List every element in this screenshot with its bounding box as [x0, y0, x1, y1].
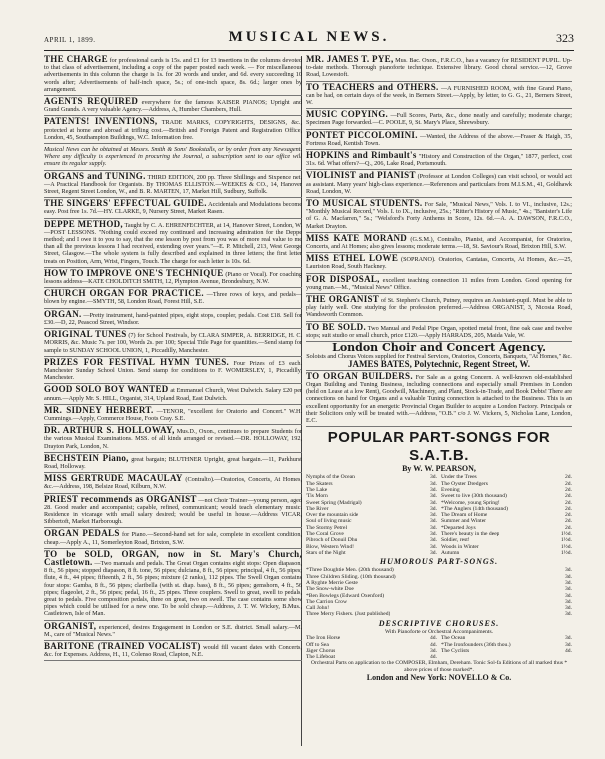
advertisement-text: —A FURNISHED ROOM, with fine Grand Piano, can be had, on certain days of the week, in Berners Street.—Apply, by letter, to G. G., 21, Berners Street, W.	[306, 84, 573, 107]
song-price: 3d.	[565, 605, 572, 612]
advertisement	[44, 200, 302, 218]
advertisement-text: everywhere for the famous KAISER PIANOS; Upright and Grand Grands. A very valuable Agency.—Address, A, Humber Chambers, Hull.	[44, 99, 302, 114]
advertisement-heading: BECHSTEIN Piano,	[44, 452, 129, 463]
choir-agency-text: Soloists and Chorus Voices supplied for Festival Services, Oratorios, Concerts, Banquets, "At Homes," &c.	[306, 353, 572, 361]
advertisement-text: would fill vacant dates with Concerts, &c. for Expenses. Address, H., 11, Colenso Road, Clapton, N.E.	[44, 644, 302, 659]
advertisement-text: —TENOR, "excellent for Oratorio and Concert." W.H. Cummings.—Apply, Commerce House, Foots Cray. S.E.	[44, 407, 302, 422]
advertisement	[306, 321, 573, 342]
song-title: The Oyster Dredgers	[441, 480, 488, 487]
song-title: The Dream of Home	[441, 512, 488, 519]
song-title: Sweet Spring (Madrigal)	[306, 499, 362, 506]
song-title: Over the mountain side	[306, 512, 359, 519]
advertisement-text: (Contralto).—Oratorios, Concerts, At Homes, &c.—Address, 198, Belsize Road, Kilburn, N.W.	[44, 476, 303, 491]
song-price: 4d.	[565, 647, 572, 654]
advertisement	[44, 548, 302, 621]
song-price: 3d.	[430, 505, 437, 512]
advertisement	[306, 111, 572, 129]
advertisement-text: Taught by C. A. EHRENFECHTER, at 14, Hanover Street, London, W.—POST LESSONS. "Nothing could exceed my continued and increasing admiration for the Deppe method; and I owe it to you to say, that the one lesson by post from you was of more real value to me than all the previous lessons I had received, extending over years."—E. P. Mitchell, 213, West George Street, Glasgow.—The whole system is fully described and explained in three letters; the first letter treats on Position, Arm, Wrist, Fingers, Touch. The charge for each letter is 10s. 6d.	[44, 221, 302, 265]
part-songs-title: POPULAR PART-SONGS FOR S.A.T.B.	[327, 429, 551, 465]
advertisement-text: —Pretty instrument, hand-painted pipes, eight stops, coupler, pedals. Cost £18. Sell for £30.—D, 22, Peascod Street, Windsor.	[44, 311, 302, 326]
organ-builders-ad	[306, 370, 572, 427]
song-title: The Lake	[306, 486, 328, 493]
song-price: 3d.	[430, 537, 437, 544]
advertisement-heading: GOOD SOLO BOY WANTED	[44, 384, 169, 395]
descriptive-list	[306, 635, 572, 660]
song-title: A Ryghte Merrie Geste	[306, 579, 358, 586]
advertisement	[44, 530, 302, 548]
song-price: 2d.	[565, 474, 572, 481]
advertisement	[44, 493, 302, 529]
advertisement-text: Accidentals and Modulations become easy. Post free 1s. 7d.—HY. CLARKE, 9, Nursery Street, Market Rasen.	[44, 201, 302, 216]
journal-title: MUSICAL NEWS.	[228, 29, 390, 45]
advertisement-text: —Three rows of keys, and pedals—blown by engine.—SMYTH, 58, London Road, Forest Hill, S.E.	[44, 291, 302, 306]
advertisement-heading: AGENTS REQUIRED	[44, 96, 139, 107]
song-title: Evening	[441, 486, 460, 493]
advertisement-heading: TO TEACHERS and OTHERS.	[306, 81, 439, 92]
advertisement	[306, 172, 572, 198]
song-title: The Skaters	[306, 480, 333, 487]
advertisement-heading: THE CHARGE	[44, 54, 108, 64]
advertisement-heading: TO MUSICAL STUDENTS.	[306, 198, 423, 209]
song-price: 2d.	[565, 518, 572, 525]
song-price: 1½d.	[560, 531, 572, 537]
advertisement-heading: PONTET PICCOLOMINI.	[306, 129, 418, 140]
advertisement	[306, 56, 572, 82]
advertisement	[44, 331, 302, 357]
song-price: 3d.	[430, 524, 437, 531]
song-title: The Iron Horse	[306, 635, 341, 642]
advertisement-heading: THE SINGERS' EFFECTUAL GUIDE.	[44, 198, 207, 209]
advertisement-text: (Professor at London Colleges) can visit school, or would act as assistant. Many years' high-class experience.—References and particulars from M.I.S.M., 41, Goldhawk Road, London, W.	[306, 173, 572, 195]
advertisement-heading: MR. SIDNEY HERBERT.	[44, 404, 154, 415]
advertisement	[44, 427, 302, 453]
advertisement-heading: HOW TO IMPROVE ONE'S TECHNIQUE	[44, 267, 224, 278]
advertisement-heading: MISS GERTRUDE MACAULAY	[44, 473, 183, 484]
song-title: The Cyclists	[441, 647, 470, 654]
advertisement-text: of St. Stephen's Church, Putney, requires an Assistant-pupil. Must be able to play fairly well. One studying for the profession preferred.—Address ORGANIST, 3, Nicosia Road, Wandsworth Common.	[306, 297, 572, 319]
page-number: 323	[556, 31, 574, 45]
choir-agency-ad	[306, 341, 572, 371]
song-title: 'Tis Morn	[306, 493, 328, 500]
song-price: 3d.	[430, 518, 437, 525]
advertisement	[306, 200, 572, 233]
advertisement	[44, 620, 302, 641]
publisher: London and New York: NOVELLO & Co.	[366, 673, 512, 683]
advertisement-heading: ORIGINAL TUNES	[44, 329, 127, 340]
song-price: 3d.	[565, 592, 572, 599]
page-header	[44, 28, 574, 51]
descriptive-heading: DESCRIPTIVE CHORUSES.	[378, 618, 500, 628]
advertisement-heading: FOR DISPOSAL,	[306, 273, 380, 284]
song-price: 4d.	[430, 635, 437, 642]
advertisement-heading: ORGANIST,	[44, 620, 97, 631]
song-entry	[306, 611, 572, 617]
advertisement	[44, 98, 302, 116]
advertisement-heading: TO be SOLD, ORGAN, now in St. Mary's Church, Castletown.	[44, 548, 302, 567]
song-title: Under the Trees	[441, 474, 477, 481]
advertisement	[44, 118, 302, 144]
advertisement-heading: MISS ETHEL LOWE	[306, 253, 399, 264]
advertisement-heading: MUSIC COPYING.	[306, 109, 389, 120]
song-title: The Coral Grove	[306, 531, 344, 537]
right-column	[306, 56, 572, 685]
descriptive-subheading: With Pianoforte or Orchestral Accompaniments.	[384, 628, 494, 635]
advertisement-text: excellent teaching connection 11 miles from London. Good opening for young man.—M., "Musical News" Office.	[306, 276, 572, 291]
humorous-list	[306, 567, 572, 617]
song-price: 2d.	[565, 480, 572, 487]
song-price: 3d.	[565, 586, 572, 593]
advertisement	[44, 356, 302, 385]
advertisement	[44, 290, 302, 308]
organ-builders-heading: TO ORGAN BUILDERS.	[306, 370, 413, 381]
advertisement	[306, 129, 573, 150]
advertisement-heading: THE ORGANIST	[306, 294, 380, 305]
song-title: Woods in Winter	[441, 543, 479, 550]
song-price: 3d.	[430, 486, 437, 493]
advertisement-text: (7) for School Festivals, by CLARA SIMPER, A. BERRIDGE, H. C. MORRIS, &c. Music 7s. per 100, Words 2s. per 100; Special Title Page for quantities.—Send stamp for sample to SUNDAY SCHOOL UNION, 1, Piccadilly, Manchester.	[44, 332, 303, 354]
part-songs-list	[306, 474, 572, 556]
song-price: 2d.	[565, 505, 572, 512]
advertisement-heading: HOPKINS and Rimbault's	[306, 150, 417, 161]
humorous-heading: HUMOROUS PART-SONGS.	[379, 557, 499, 567]
song-price: 3d.	[430, 499, 437, 506]
song-title: Stars of the Night	[306, 549, 346, 556]
song-entry	[441, 648, 572, 654]
orchestral-note: Orchestral Parts on application to the COMPOSER, Elmham, Dereham. Tonic Sol-fa Editions of all marked thus * above prices of those marked*.	[310, 660, 568, 673]
advertisement-text: Mus. Bac. Oxon., F.R.C.O., has a vacancy for RESIDENT PUPIL. Up-to-date methods. Thorough pianoforte technique. Extensive library. Good choral service.—12, Grove Road, Lowestoft.	[306, 57, 573, 79]
advertisement	[44, 404, 302, 425]
song-price: 3d.	[430, 531, 437, 537]
advertisement-heading: MR. JAMES T. PYE,	[306, 54, 394, 64]
song-title: *The Ironfounders (36th thou.)	[441, 641, 511, 648]
advertisement-heading: PRIEST recommends as ORGANIST	[44, 493, 197, 504]
song-title: The Carrion Crow	[306, 598, 348, 605]
song-price: 3d.	[430, 480, 437, 487]
song-title: The Ocean	[441, 635, 466, 642]
advertisement-text: for Piano.—Second-hand set for sale, complete in excellent condition, cheap.—Apply A., 11, Somerleyton Road, Brixton, S.W.	[44, 531, 303, 546]
song-price: 3d.	[430, 549, 437, 556]
advertisement-heading: BARITONE (TRAINED VOCALIST)	[44, 641, 201, 651]
song-title: Call John!	[306, 605, 330, 612]
song-price: 3d.	[430, 474, 437, 481]
advertisement-text: Mus.D., Oxon., continues to prepare Students for the various Musical Examinations. MSS. of all kinds arranged or revised.—DR. HOLLOWAY, 192, Drayton Park, London, N.	[44, 428, 303, 450]
song-title: Soldier, rest!	[441, 537, 470, 544]
advertisement	[44, 146, 302, 171]
song-price: 3d.	[565, 573, 572, 580]
song-price: 4d.	[430, 641, 437, 648]
advertisement	[44, 56, 302, 96]
advertisement	[306, 255, 572, 273]
advertisement-text: Two Manual and Pedal Pipe Organ, spotted metal front, fine oak case and twelve stops; suit studio or small church, price £120.—Apply HARRADS, 205, Maida Vale, W.	[306, 324, 573, 339]
advertisement-text: For Sale, "Musical News," Vols. I. to VI., inclusive, 12s.; "Monthly Musical Record," Vols. I. to IX., inclusive, 25s.; "Ritter's History of Music," 4s.; "Banister's Life of G. A. Macfarren," 5s.; "Welsford's Forty Anthems in Score, 12s. 6d.—A. A. DAWSON, F.R.C.O., Market Drayton.	[306, 201, 573, 230]
advertisement-text: THIRD EDITION, 200 pp. Three Shillings and Sixpence net. —A Practical Handbook for Organists. By THOMAS ELLISTON.—WEEKES & CO., 14, Hanover Street, Regent Street London, W., and B. R. MARTEN, 17, Market Hill, Sudbury, Suffolk.	[44, 173, 303, 196]
song-entry	[306, 550, 437, 556]
advertisement-heading: VIOLINIST and PIANIST	[306, 170, 416, 181]
song-title: Nymphs of the Ocean	[306, 474, 355, 481]
advertisement-text: —not Choir Trainer—young person, aged 28. Good reader and accompanist; capable, refined, communicant; would teach elementary music. Residence in vicarage with small salary desired; would be useful in house.—Address VICAR, Sibbertoft, Market Harborough.	[44, 496, 302, 526]
advertisement	[44, 218, 302, 268]
song-price: 3d.	[565, 611, 572, 618]
advertisement-text: (SOPRANO). Oratorios, Cantatas, Concerts, At Homes, &c.—25, Lauriston Road, South Hackney.	[306, 256, 573, 271]
song-title: The Lifeboat	[306, 654, 336, 661]
song-title: The River	[306, 505, 329, 512]
song-title: The Stormy Petrel	[306, 524, 348, 531]
advertisement-text: great bargain; BLUTHNER Upright, great bargain.—11, Parkhurst Road, Holloway.	[44, 455, 302, 470]
song-price: 3d.	[565, 641, 572, 648]
advertisement-heading: DEPPE METHOD,	[44, 218, 123, 229]
song-title: Blow, Western Wind!	[306, 543, 355, 550]
advertisement	[44, 386, 302, 404]
advertisement-text: Musical News can be obtained at Messrs. Smith & Sons' Bookstalls, or by order from any Newsagent. Where any difficulty is experienced in procuring the Journal, a subscription sent to our office will ensure its regular supply.	[44, 146, 302, 168]
advertisement-text: for professional cards is 15s. and £1 for 13 insertions in the columns devoted to that class of advertisement, including a copy of the paper posted each week. — For miscellaneous advertisements in this column the charge is 1s. for 20 words and under, and 6d. every succeeding 10 words after; Advertisements of half-inch space, 5s.; of one-inch space, 8s. 6d.; larger ones by arrangement.	[44, 57, 303, 93]
song-title: Summer and Winter	[441, 518, 487, 525]
song-price: 2d.	[565, 493, 572, 500]
choir-agency-title: London Choir and Concert Agency.	[332, 341, 546, 355]
left-column	[44, 56, 302, 663]
advertisement	[306, 296, 572, 322]
song-price: 3d.	[565, 579, 572, 586]
part-songs-author: By W. W. PEARSON,	[402, 464, 476, 474]
song-title: The Snow-white Doe	[306, 586, 354, 593]
song-title: Three Merry Fishers. (Just published)	[306, 611, 391, 618]
advertisement	[306, 81, 573, 110]
advertisement-text: (Piano or Vocal). For coaching lessons address—KATE CHOLDITCH SMITH, 12, Plympton Avenue, Brondesbury, N.W.	[44, 270, 302, 286]
advertisement-text: TRADE MARKS, COPYRIGHTS, DESIGNS, &c., protected at home and abroad at trifling cost.—British and Foreign Patent and Registration Office, London, 45, Southampton Buildings, W.C. Information free.	[44, 119, 302, 141]
advertisement-heading: TO BE SOLD.	[306, 321, 367, 332]
song-title: Pibroch of Donuil Dhu	[306, 537, 358, 544]
advertisement-heading: ORGANS and TUNING.	[44, 170, 146, 181]
advertisement-heading: MISS KATE MORAND	[306, 232, 408, 243]
advertisement	[44, 267, 302, 288]
advertisement	[44, 452, 302, 473]
song-title: *Departed Joys	[441, 524, 476, 531]
song-price: 3d.	[565, 635, 572, 642]
song-price: 3d.	[430, 512, 437, 519]
advertisement	[44, 475, 302, 493]
advertisement-heading: CHURCH ORGAN FOR PRACTICE.	[44, 288, 204, 299]
advertisement	[44, 643, 302, 661]
song-price: 3d.	[565, 567, 572, 574]
song-title: Off to Sea	[306, 641, 329, 648]
song-price: 1½d.	[560, 537, 572, 544]
advertisement	[306, 152, 572, 170]
advertisement-heading: DR. ARTHUR S. HOLLOWAY,	[44, 425, 175, 436]
song-title: Soul of living music	[306, 518, 352, 525]
song-price: 1½d.	[560, 543, 572, 550]
song-price: 3d.	[430, 647, 437, 654]
song-price: 2d.	[565, 524, 572, 531]
song-price: 3d.	[430, 543, 437, 550]
advertisement	[306, 273, 572, 294]
song-title: There's beauty in the deep	[441, 531, 500, 537]
song-price: 2d.	[565, 499, 572, 506]
advertisement-text: at Emmanuel Church, West Dulwich. Salary £20 per annum.—Apply Mr. S. HILL, Organist, 314, Upland Road, East Dulwich.	[44, 387, 303, 402]
advertisement-heading: PRIZES FOR FESTIVAL HYMN TUNES.	[44, 356, 230, 367]
advertisement-text: —Full Scores, Parts, &c., done neatly and carefully; moderate charge; Specimen Page forwarded.—C. POOLE, 9, St. Mary's Place, Shrewsbury.	[306, 112, 573, 127]
advertisement-heading: PATENTS! INVENTIONS,	[44, 116, 158, 127]
song-title: *Ben Bowlegs (Edward Oxenford)	[306, 592, 385, 599]
advertisement-text: (G.S.M.), Contralto, Pianist, and Accompanist, for Oratorios, Concerts, and At Homes; also gives lessons; moderate terms.—18, St. Saviour's Road, Brixton Hill, S.W.	[306, 235, 573, 251]
song-title: *Three Doughtie Men. (20th thousand)	[306, 567, 394, 574]
advertisement-heading: ORGAN PEDALS	[44, 528, 120, 539]
song-price: 2d.	[565, 512, 572, 519]
advertisement-text: "History and Construction of the Organ," 1877, perfect, cost 31s. 6d. What offers?—Q., 206, Lake Road, Portsmouth.	[306, 153, 572, 168]
song-entry	[441, 550, 572, 556]
advertisement-text: experienced, desires Engagement in London or S.E. district. Small salary.—M. M., care of "Musical News."	[44, 623, 302, 638]
song-title: Three Children Sliding. (10th thousand)	[306, 573, 396, 580]
advertisement	[306, 232, 573, 253]
advertisement	[44, 308, 302, 329]
issue-date: APRIL 1, 1899.	[44, 36, 96, 44]
song-price: 1½d.	[560, 549, 572, 556]
choir-agency-contact: JAMES BATES, Polytechnic, Regent Street, W.	[348, 358, 530, 369]
song-price: 3d.	[430, 493, 437, 500]
song-price: 4d.	[430, 654, 437, 661]
song-price: 2d.	[565, 486, 572, 493]
song-title: Jäger Chorus	[306, 647, 336, 654]
song-title: *Welcome, young Spring!	[441, 499, 500, 506]
advertisement	[44, 170, 303, 199]
organ-builders-text: For Sale as a going Concern. A well-known old-established Organ Building and Tuning Business, including connections and especially small Premises in London (held on Lease at a low Rent), Goodwill, Machinery, and Plant, Stock-in-Trade, and Book Debts! There are connections on hand for Organs and a valuable Tuning connection is attached to the Business. This is an excellent opportunity for an energetic Provincial Organ Builder to acquire a London Factory. Principals or their Solicitors only will be treated with.—Address, "O.B." c/o J. W. Vickers, 5, Nicholas Lane, London, E.C.	[306, 373, 572, 424]
song-title: Sweet to live (30th thousand)	[441, 493, 507, 500]
part-songs-ad	[306, 429, 572, 683]
advertisement-text: —Two manuals and pedals. The Great Organ contains eight stops: Open diapason, 8 ft., 56 pipes; stopped diapason, 8 ft. tone, 56 pipes; dulciana, 8 ft., 56 pipes; principal, 4 ft., 56 pipes; flute, 4 ft., 44 pipes; fifteenth, 2 ft., 56 pipes; mixture (2 ranks), 112 pipes. The Swell Organ contains four stops: Gamba, 8 ft., 56 pipes; claribella (with st. diap. bass), 8 ft., 56 pipes; gemshorn, 4 ft., 56 pipes; flageolet, 2 ft., 56 pipes; pedal, 16 ft., 25 pipes. Three couplers. Swell to great, swell to pedals, great to pedals. Five composition pedals, three on great, two on swell. The case contains some show pipes which could be utilised for a new one. To be sold cheap.—Address, J. T. W. Wickey, B.Mus., Castletown, Isle of Man.	[44, 559, 302, 618]
song-title: Autumn	[441, 549, 460, 556]
song-price: 3d.	[565, 598, 572, 605]
advertisement-text: Four Prizes of £3 each. Manchester Sunday School Union. Send stamp for conditions to F. WOMERSLEY, 1, Piccadilly, Manchester.	[44, 359, 302, 382]
song-title: *The Anglers (14th thousand)	[441, 505, 508, 512]
advertisement-text: —Wanted, the Address of the above.—Fraser & Haigh, 35, Fortress Road, Kentish Town.	[306, 132, 573, 147]
advertisement-heading: ORGAN.	[44, 308, 82, 319]
